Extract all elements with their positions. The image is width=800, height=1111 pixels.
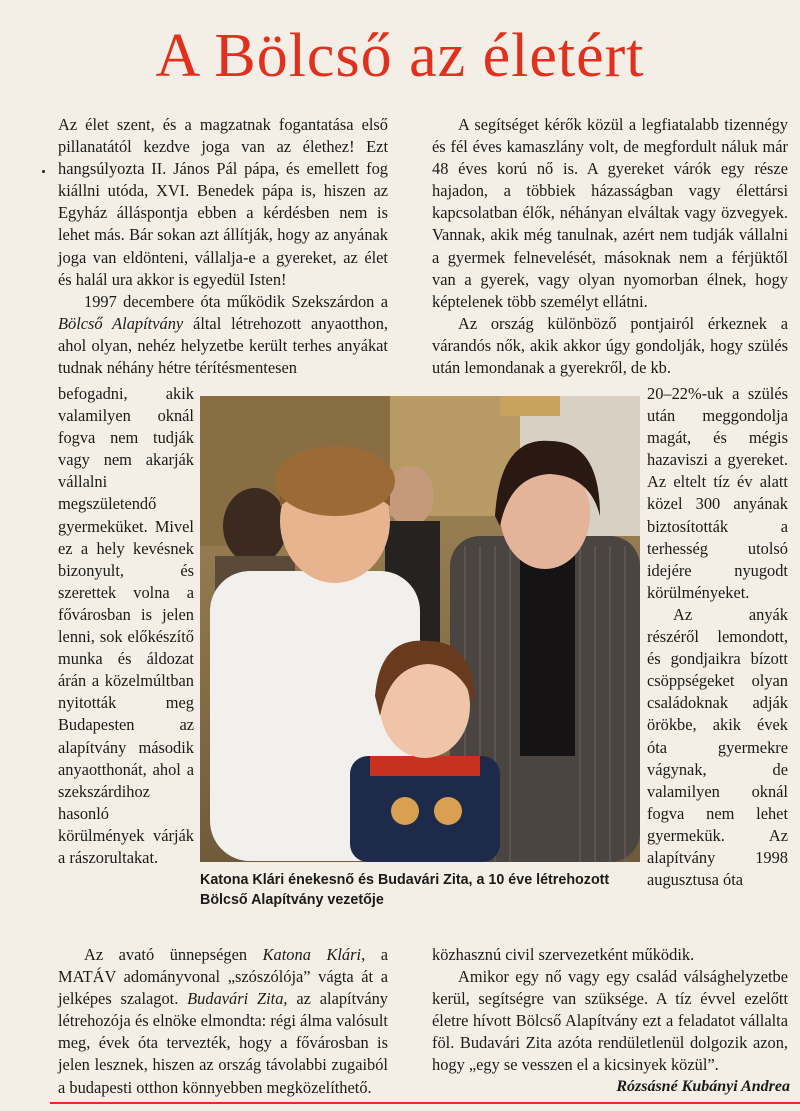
right-paragraph-1: A segítséget kérők közül a legfiatalabb tizennégy és fél éves kamaszlány volt, de megfordult náluk már 48 éves korú nő is. A gyereket várók egy része hajadon, a többiek házasságban vagy élettársi kapcsolatban élők, néhányan elváltak vagy özvegyek. Vannak, akik még tanulnak, azért nem tudják vállalni a gyermek felnevelését, másoknak nem a férjüktől van a gyerek, vagy olyan nyomorban élnek, hogy képtelenek több személyt ellátni. [432,115,788,311]
left-p3-c: az alapítvány létrehozója és elnöke elmondta: régi álma valósult meg, évek óta tervezték, hogy a fővárosban is jelen lesznek, hiszen az ország távolabbi zugaiból a budapesti otthon könnyebben megközelíthető. [58,989,389,1097]
margin-mark [42,170,45,173]
left-narrow-text: befogadni, akik valamilyen oknál fogva nem tudják vagy nem akarják vállalni megszületendő gyermeküket. Mivel ez a hely kevésnek bizonyult, és szerettek volna a fővárosban is jelen lenni, sok előkészítő munka és áldozat árán a közelmúltban nyitották meg Budapesten az alapítvány második anyaotthonát, ahol a szekszárdihoz hasonló körülmények várják a rászorultakat. [58,384,194,867]
right-paragraph-3: közhasznú civil szervezetként működik. [432,945,695,964]
right-paragraph-4: Amikor egy nő vagy egy család válsághelyzetbe kerül, segítségre van szüksége. A tíz évvel ezelőtt életre hívott Bölcső Alapítvány ezt a feladatot vállalta föl. Budavári Zita azóta rendületlenül dolgozik azon, hogy „egy se vesszen el a kicsinyek közül”. [432,967,788,1075]
article-author: Rózsásné Kubányi Andrea [616,1078,790,1095]
founder-name: Budavári Zita, [187,989,288,1009]
left-p2-rest: által létrehozott anyaotthon, ahol olyan, nehéz helyzetbe került terhes anyákat tudnak néhány hétre térítésmentesen [58,313,388,378]
photo-caption: Katona Klári énekesnő és Budavári Zita, a 10 éve létrehozott Bölcső Alapítvány vezetője [200,872,610,908]
right-narrow-text-2: Az anyák részéről lemondott, és gondjaikra bízott csöppségeket olyan családoknak adják örökbe, akik évek óta gyermekre vágynak, de valamilyen oknál fogva nem lehet gyermekük. Az alapítvány 1998 augusztusa óta [647,604,788,890]
right-narrow-text: 20–22%-uk a szülés után meggondolja magát, és mégis hazaviszi a gyereket. Az eltelt tíz év alatt közel 300 anyának biztosították a terhesség utolsó idejére nyugodt körülményeket. [647,384,788,602]
singer-name: Katona Klári [262,945,362,964]
left-p2-text: 1997 decembere óta működik Szekszárdon a [84,291,388,311]
left-column [58,114,388,379]
left-paragraph-3 [58,944,388,1099]
right-bottom-column [432,944,788,1077]
photo-illustration [200,396,640,862]
right-narrow-column [647,383,788,891]
foundation-name: Bölcső Alapítvány [58,313,184,333]
article-photo [200,396,640,862]
left-p3-a: Az avató ünnepségen [84,945,263,964]
left-p3-b: , a MATÁV adományvonal „szószólója” vágta át a jelképes szalagot. [58,945,388,1009]
right-column [432,114,788,379]
left-narrow-column [58,383,194,869]
left-paragraph-2 [58,291,388,379]
left-paragraph-1: Az élet szent, és a magzatnak fogantatása első pillanatától kezdve joga van az élethez! Ezt hangsúlyozta II. János Pál pápa, és emellett fog kiállni utóda, XVI. Benedek pápa is, hiszen az Egyház álláspontja ebben a kérdésben nem is lehet más. Bár sokan azt állítják, hogy az anyának joga van eldönteni, vállalja-e a gyereket, az élet és halál ura akkor is egyedül Isten! [58,115,388,289]
article-title: A Bölcső az életért [155,22,645,90]
bottom-rule [50,1102,800,1104]
left-bottom-column [58,944,388,1099]
right-paragraph-2: Az ország különböző pontjairól érkeznek a várandós nők, akik akkor úgy gondolják, hogy szülés után lemondanak a gyerekről, de kb. [432,313,788,378]
